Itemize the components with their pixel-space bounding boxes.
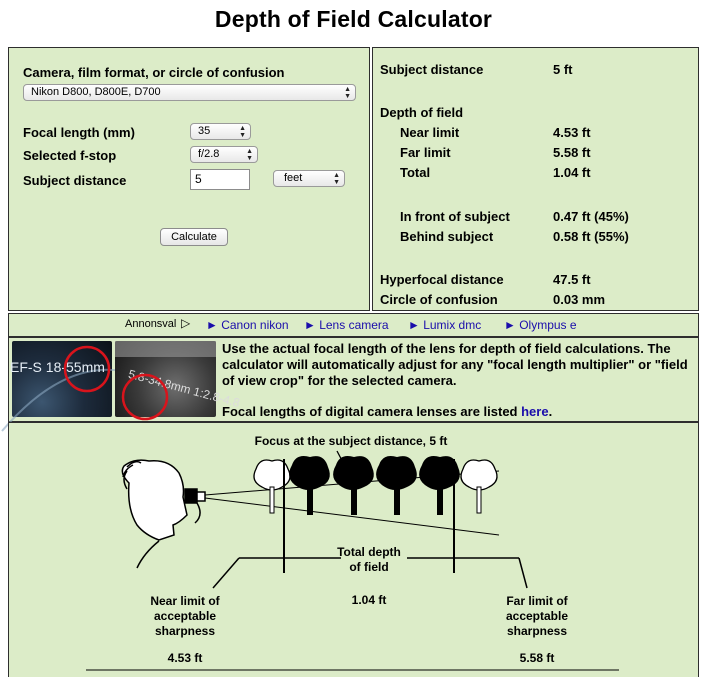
total-value: 1.04 ft bbox=[553, 165, 591, 180]
here-link[interactable]: here bbox=[521, 404, 549, 419]
coc-value: 0.03 mm bbox=[553, 292, 606, 307]
in-front-value: 0.47 ft (45%) bbox=[553, 209, 629, 224]
total-dof-value: 1.04 ft bbox=[351, 593, 387, 607]
result-subject-distance-value: 5 ft bbox=[553, 62, 573, 77]
far-limit-diagram-value: 5.58 ft bbox=[519, 651, 555, 665]
near-limit-diagram-value: 4.53 ft bbox=[167, 651, 203, 665]
coc-label: Circle of confusion bbox=[380, 292, 498, 307]
hyperfocal-value: 47.5 ft bbox=[553, 272, 591, 287]
camera-select-value: Nikon D800, D800E, D700 bbox=[31, 86, 161, 98]
page-title: Depth of Field Calculator bbox=[214, 6, 493, 32]
near-limit-caption: Near limit of acceptable sharpness bbox=[150, 594, 220, 638]
lens-list-prefix: Focal lengths of digital camera lenses are listed bbox=[222, 404, 522, 419]
calculate-button[interactable]: Calculate bbox=[160, 228, 228, 246]
camera-label: Camera, film format, or circle of confusion bbox=[23, 65, 285, 80]
total-label: Total bbox=[400, 165, 431, 180]
fstop-label: Selected f-stop bbox=[23, 148, 117, 163]
lens-photo-18-55mm bbox=[12, 341, 112, 417]
in-front-label: In front of subject bbox=[400, 209, 510, 224]
focal-length-select[interactable] bbox=[190, 123, 251, 140]
ad-choices-icon[interactable]: ▷ bbox=[181, 316, 191, 330]
fstop-value: f/2.8 bbox=[198, 148, 220, 160]
behind-value: 0.58 ft (55%) bbox=[553, 229, 629, 244]
tree-icon bbox=[376, 456, 417, 515]
far-limit-value: 5.58 ft bbox=[553, 145, 591, 160]
select-arrows-icon: ▲ ▼ bbox=[239, 125, 246, 139]
distance-unit-select[interactable] bbox=[273, 170, 345, 187]
focal-length-label: Focal length (mm) bbox=[23, 125, 135, 140]
lens-list-suffix: . bbox=[548, 404, 553, 419]
ad-link-olympus-e[interactable]: ► Olympus e bbox=[504, 318, 577, 332]
ad-bar bbox=[8, 313, 699, 337]
tree-icon bbox=[333, 456, 374, 515]
results-panel bbox=[372, 47, 699, 311]
ad-link-lens-camera[interactable]: ► Lens camera bbox=[304, 318, 389, 332]
select-arrows-icon: ▲ ▼ bbox=[246, 148, 253, 162]
behind-label: Behind subject bbox=[400, 229, 494, 244]
focal-length-value: 35 bbox=[198, 125, 211, 137]
ad-label: Annonsval bbox=[125, 318, 177, 330]
ad-link-canon-nikon[interactable]: ► Canon nikon bbox=[206, 318, 289, 332]
select-arrows-icon: ▲ ▼ bbox=[333, 172, 340, 186]
subject-distance-label: Subject distance bbox=[23, 173, 127, 188]
photographer-icon bbox=[122, 460, 205, 568]
calculator-form bbox=[8, 47, 370, 311]
lens-photo-5-8-34-8mm bbox=[115, 341, 242, 417]
camera-select[interactable] bbox=[23, 84, 356, 101]
lens-info-panel bbox=[8, 337, 699, 422]
subject-distance-input[interactable]: 5 bbox=[190, 169, 250, 190]
focus-caption: Focus at the subject distance, 5 ft bbox=[254, 434, 448, 448]
select-arrows-icon: ▲ ▼ bbox=[344, 86, 351, 100]
lens-photo-1-text: EF-S 18-55mm bbox=[10, 359, 105, 375]
lens-info-text: Use the actual focal length of the lens for depth of field calculations. The calculator will automatically adjust for any "focal length multiplier" or "field of view crop" for the selected camera. bbox=[222, 341, 688, 388]
fstop-select[interactable] bbox=[190, 146, 258, 163]
near-limit-value: 4.53 ft bbox=[553, 125, 591, 140]
hyperfocal-label: Hyperfocal distance bbox=[380, 272, 504, 287]
near-limit-label: Near limit bbox=[400, 125, 460, 140]
distance-unit-value: feet bbox=[284, 172, 303, 184]
ad-link-lumix-dmc[interactable]: ► Lumix dmc bbox=[408, 318, 482, 332]
dof-heading: Depth of field bbox=[380, 105, 464, 120]
far-limit-label: Far limit bbox=[400, 145, 451, 160]
total-dof-caption: Total depth of field bbox=[337, 545, 401, 574]
dof-diagram-panel bbox=[8, 422, 699, 677]
tree-icon bbox=[461, 460, 497, 513]
lens-photo-2-text: 5.8-34.8mm 1:2.8-4.8 bbox=[126, 366, 242, 411]
lens-list-text bbox=[222, 404, 697, 420]
result-subject-distance-label: Subject distance bbox=[380, 62, 484, 77]
far-limit-caption: Far limit of acceptable sharpness bbox=[505, 594, 569, 638]
